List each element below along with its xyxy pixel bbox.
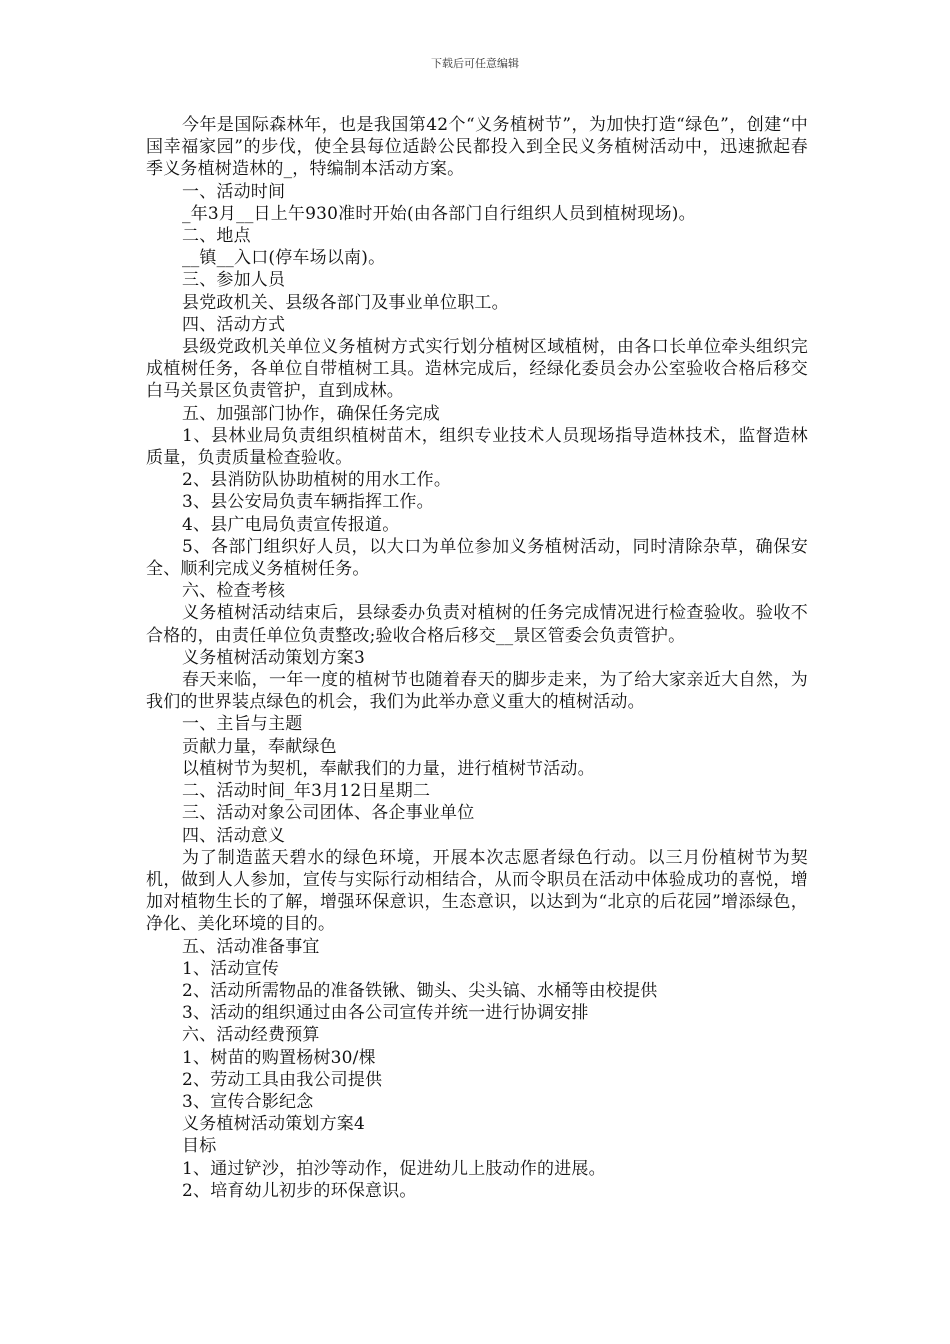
section-heading-method: 四、活动方式 [182,314,286,335]
plan-3-heading-preparation: 五、活动准备事宜 [182,936,320,957]
plan-3-significance-detail: 为了制造蓝天碧水的绿色环境，开展本次志愿者绿色行动。以三月份植树节为契机，做到人人参加，宣传与实际行动相结合，从而令职员在活动中体验成功的喜悦，增加对植物生长的了解，增强环保意识，生态意识，以达到为“北京的后花园”增添绿色，净化、美化环境的目的。 [146,847,808,935]
cooperation-item-2: 2、县消防队协助植树的用水工作。 [182,470,452,491]
plan-3-title: 义务植树活动策划方案3 [182,647,366,668]
plan-3-theme-detail: 以植树节为契机，奉献我们的力量，进行植树节活动。 [182,758,595,779]
plan-3-budget-item-2: 2、劳动工具由我公司提供 [182,1069,383,1090]
section-heading-inspection: 六、检查考核 [182,581,286,602]
plan-3-heading-audience: 三、活动对象公司团体、各企事业单位 [182,803,475,824]
section-heading-location: 二、地点 [182,226,251,247]
plan-4-title: 义务植树活动策划方案4 [182,1114,366,1135]
cooperation-item-5: 5、各部门组织好人员，以大口为单位参加义务植树活动，同时清除杂草，确保安全、顺利完成义务植树任务。 [146,536,808,580]
plan-3-theme-slogan: 贡献力量，奉献绿色 [182,736,337,757]
plan-3-preparation-item-2: 2、活动所需物品的准备铁锹、锄头、尖头镐、水桶等由校提供 [182,980,658,1001]
cooperation-item-4: 4、县广电局负责宣传报道。 [182,514,400,535]
plan-3-budget-item-3: 3、宣传合影纪念 [182,1091,314,1112]
location-detail: __镇__入口(停车场以南)。 [182,248,386,269]
time-detail: _年3月__日上午930准时开始(由各部门自行组织人员到植树现场)。 [182,203,696,224]
plan-4-heading-goal: 目标 [182,1136,217,1157]
cooperation-item-3: 3、县公安局负责车辆指挥工作。 [182,492,434,513]
page-header-note: 下载后可任意编辑 [431,57,519,70]
section-heading-time: 一、活动时间 [182,181,286,202]
cooperation-item-1: 1、县林业局负责组织植树苗木，组织专业技术人员现场指导造林技术，监督造林质量，负责质量检查验收。 [146,425,808,469]
plan-3-preparation-item-3: 3、活动的组织通过由各公司宣传并统一进行协调安排 [182,1003,589,1024]
plan-3-intro: 春天来临，一年一度的植树节也随着春天的脚步走来，为了给大家亲近大自然，为我们的世界装点绿色的机会，我们为此举办意义重大的植树活动。 [146,670,808,713]
document-body [146,114,808,1202]
plan-3-heading-time: 二、活动时间_年3月12日星期二 [182,781,431,802]
section-heading-participants: 三、参加人员 [182,270,286,291]
plan-3-heading-budget: 六、活动经费预算 [182,1025,320,1046]
plan-4-goal-item-2: 2、培育幼儿初步的环保意识。 [182,1180,417,1201]
intro-paragraph: 今年是国际森林年，也是我国第42个“义务植树节”，为加快打造“绿色”，创建“中国幸福家园”的步伐，使全县每位适龄公民都投入到全民义务植树活动中，迅速掀起春季义务植树造林的_，特编制本活动方案。 [146,115,808,180]
plan-4-goal-item-1: 1、通过铲沙，拍沙等动作，促进幼儿上肢动作的进展。 [182,1158,606,1179]
inspection-detail: 义务植树活动结束后，县绿委办负责对植树的任务完成情况进行检查验收。验收不合格的，由责任单位负责整改;验收合格后移交__景区管委会负责管护。 [146,603,808,646]
section-heading-cooperation: 五、加强部门协作，确保任务完成 [182,403,440,424]
participants-detail: 县党政机关、县级各部门及事业单位职工。 [182,292,509,313]
method-detail: 县级党政机关单位义务植树方式实行划分植树区域植树，由各口长单位牵头组织完成植树任务，各单位自带植树工具。造林完成后，经绿化委员会办公室验收合格后移交白马关景区负责管护，直到成林。 [146,337,808,402]
plan-3-budget-item-1: 1、树苗的购置杨树30/棵 [182,1047,376,1068]
plan-3-heading-theme: 一、主旨与主题 [182,714,303,735]
plan-3-preparation-item-1: 1、活动宣传 [182,958,280,979]
plan-3-heading-significance: 四、活动意义 [182,825,286,846]
